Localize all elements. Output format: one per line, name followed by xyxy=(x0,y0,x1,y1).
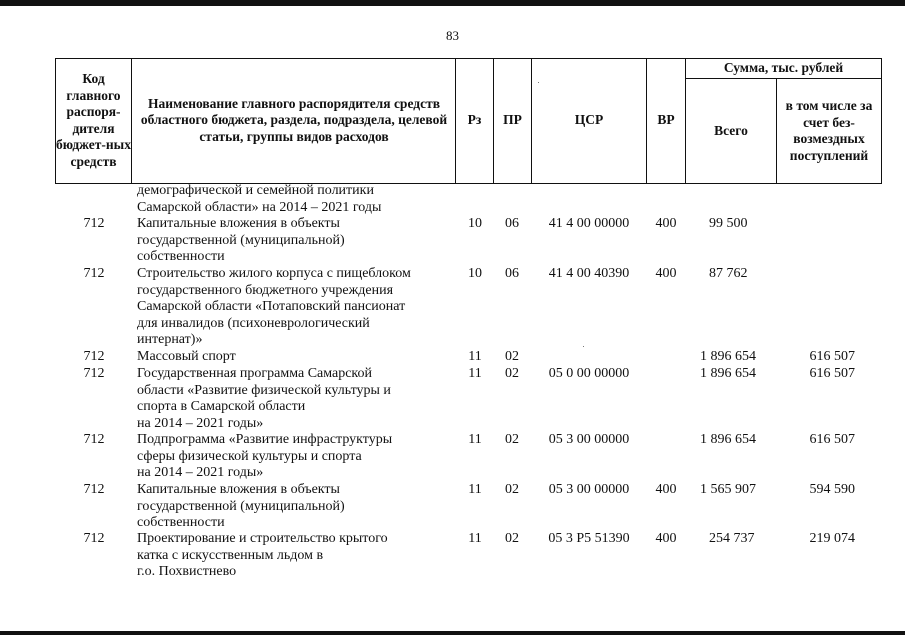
page-number: 83 xyxy=(446,28,459,43)
row-csr: 41 4 00 40390 xyxy=(548,266,630,281)
row-rz: 11 xyxy=(468,366,482,381)
row-code: 712 xyxy=(83,216,105,231)
row-code: 712 xyxy=(83,531,105,546)
column-divider xyxy=(881,58,882,184)
header-vr: ВР xyxy=(657,112,675,128)
row-csr: 05 0 00 00000 xyxy=(548,366,630,381)
row-code: 712 xyxy=(83,349,105,364)
row-total: 1 896 654 xyxy=(700,366,756,381)
row-name: Государственная программа Самарской области «Развитие физической культуры и спорта в Самарской области на 2014 – 2021 годы» xyxy=(137,366,391,431)
row-incl: 219 074 xyxy=(809,531,855,546)
row-incl: 616 507 xyxy=(809,349,855,364)
row-pr: 02 xyxy=(505,432,519,447)
header-rz: Рз xyxy=(467,112,482,128)
scan-speck xyxy=(583,346,584,347)
row-total: 254 737 xyxy=(709,531,755,546)
row-name: Подпрограмма «Развитие инфраструктуры сферы физической культуры и спорта на 2014 – 2021 годы» xyxy=(137,432,393,480)
column-divider xyxy=(776,78,777,184)
row-csr: 05 3 00 00000 xyxy=(548,432,630,447)
row-rz: 11 xyxy=(468,531,482,546)
row-rz: 10 xyxy=(468,266,482,281)
row-rz: 11 xyxy=(468,432,482,447)
row-csr: 05 3 P5 51390 xyxy=(548,531,630,546)
header-total: Всего xyxy=(714,122,748,138)
column-divider xyxy=(131,58,132,184)
row-code: 712 xyxy=(83,266,105,281)
row-code: 712 xyxy=(83,432,105,447)
row-name: Капитальные вложения в объекты государственной (муниципальной) собственности xyxy=(137,482,345,530)
row-rz: 11 xyxy=(468,482,482,497)
row-csr: 05 3 00 00000 xyxy=(548,482,630,497)
row-vr: 400 xyxy=(655,266,677,281)
row-rz: 10 xyxy=(468,216,482,231)
row-total: 1 565 907 xyxy=(700,482,756,497)
row-vr: 400 xyxy=(655,531,677,546)
row-csr: 41 4 00 00000 xyxy=(548,216,630,231)
row-incl: 594 590 xyxy=(809,482,855,497)
row-name: Проектирование и строительство крытого катка с искусственным льдом в г.о. Похвистнево xyxy=(137,531,388,579)
header-csr: ЦСР xyxy=(574,112,604,128)
row-name: Капитальные вложения в объекты государственной (муниципальной) собственности xyxy=(137,216,345,264)
row-pr: 02 xyxy=(505,366,519,381)
header-pr: ПР xyxy=(503,112,522,128)
row-total: 87 762 xyxy=(709,266,748,281)
top-rule xyxy=(0,0,905,6)
row-total: 1 896 654 xyxy=(700,432,756,447)
row-vr: 400 xyxy=(655,482,677,497)
row-code: 712 xyxy=(83,366,105,381)
header-incl: в том числе за счет без-возмездных поступлений xyxy=(785,98,873,163)
header-code: Код главного распоря-дителя бюджет-ных средств xyxy=(56,71,131,169)
row-pr: 02 xyxy=(505,482,519,497)
row-pr: 02 xyxy=(505,349,519,364)
header-name: Наименование главного распорядителя средств областного бюджета, раздела, подраздела, целевой статьи, группы видов расходов xyxy=(140,95,448,144)
row-pr: 06 xyxy=(505,266,519,281)
row-rz: 11 xyxy=(468,349,482,364)
row-pr: 02 xyxy=(505,531,519,546)
row-total: 1 896 654 xyxy=(700,349,756,364)
row-name: Строительство жилого корпуса с пищеблоком государственного бюджетного учреждения Самарской области «Потаповский пансионат для инвалидов (психоневрологический интернат)» xyxy=(137,266,411,347)
row-vr: 400 xyxy=(655,216,677,231)
header-sum: Сумма, тыс. рублей xyxy=(723,59,844,75)
row-incl: 616 507 xyxy=(809,432,855,447)
scan-speck xyxy=(538,82,539,83)
row-code: 712 xyxy=(83,482,105,497)
row-total: 99 500 xyxy=(709,216,748,231)
row-name: демографической и семейной политики Самарской области» на 2014 – 2021 годы xyxy=(137,183,382,215)
row-name: Массовый спорт xyxy=(137,349,236,364)
bottom-rule xyxy=(0,631,905,635)
row-pr: 06 xyxy=(505,216,519,231)
row-incl: 616 507 xyxy=(809,366,855,381)
